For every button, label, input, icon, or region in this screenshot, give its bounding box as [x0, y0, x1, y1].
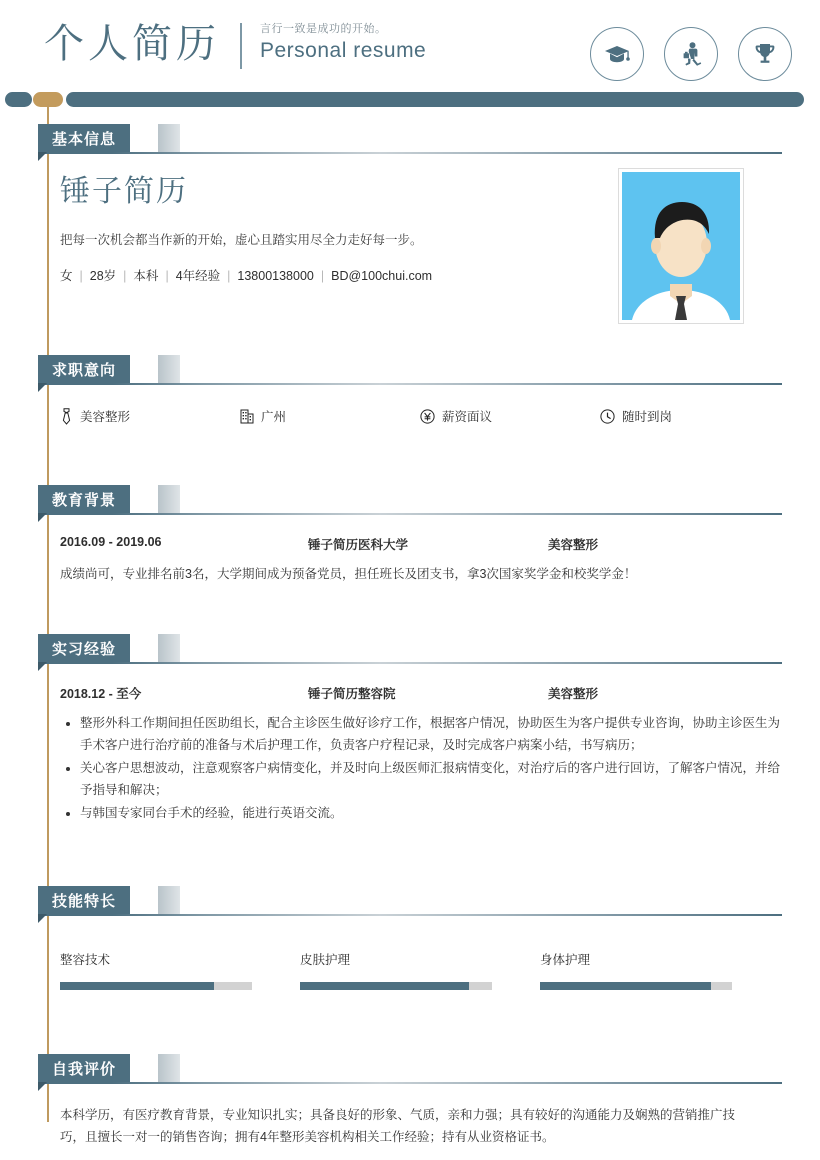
- top-bar-segment-left: [5, 92, 32, 107]
- education-description: 成绩尚可，专业排名前3名，大学期间成为预备党员，担任班长及团支书，拿3次国家奖学金和校奖学金！: [60, 567, 637, 581]
- section-header-education: [38, 485, 820, 519]
- section-header-internship: [38, 634, 820, 668]
- section-tab-notch: [38, 383, 47, 392]
- section-education: [0, 485, 820, 585]
- building-icon: [240, 408, 254, 424]
- intent-city-value: 广州: [261, 410, 287, 424]
- meta-age: 28岁: [89, 269, 117, 283]
- internship-company: 锤子简历整容院: [308, 687, 396, 701]
- intent-salary-value: 薪资面议: [442, 410, 493, 424]
- section-rule: [38, 152, 782, 154]
- intent-item-city: [240, 407, 420, 425]
- section-tab-extension: [158, 124, 180, 152]
- clock-icon: [600, 409, 615, 424]
- page-header: [0, 0, 820, 95]
- header-icon-group: [590, 27, 792, 81]
- section-header-job-intention: [38, 355, 820, 389]
- section-title-skills: 技能特长: [38, 886, 130, 914]
- candidate-motto: 把每一次机会都当作新的开始，虚心且踏实用尽全力走好每一步。: [60, 233, 423, 247]
- header-title-block: [44, 20, 426, 69]
- skill-progress-track: [60, 982, 252, 990]
- walking-businessman-icon: [664, 27, 718, 81]
- intent-position-value: 美容整形: [80, 410, 131, 424]
- meta-separator: |: [320, 269, 325, 283]
- meta-phone: 13800138000: [237, 269, 314, 283]
- trophy-icon: [738, 27, 792, 81]
- skill-label: 整容技术: [60, 953, 111, 967]
- graduation-cap-icon: [590, 27, 644, 81]
- section-title-internship: 实习经验: [38, 634, 130, 662]
- section-header-self-evaluation: [38, 1054, 820, 1088]
- section-rule: [38, 513, 782, 515]
- education-date: 2016.09 - 2019.06: [60, 535, 162, 549]
- section-header-basic-info: [38, 124, 820, 158]
- candidate-meta-list: [60, 266, 618, 286]
- meta-experience: 4年经验: [175, 269, 221, 283]
- section-tab-notch: [38, 1082, 47, 1091]
- list-item: • 关心客户思想波动，注意观察客户病情变化，并及时向上级医师汇报病情变化，对治疗后的客户进行回访，了解客户情况，并给予指导和解决；: [80, 757, 780, 801]
- section-rule: [38, 1082, 782, 1084]
- section-body-basic-info: [48, 158, 820, 324]
- meta-gender: 女: [60, 269, 73, 283]
- section-body-education: [48, 519, 820, 585]
- skill-progress-track: [300, 982, 492, 990]
- skill-item: [60, 950, 300, 990]
- tie-icon: [60, 408, 73, 425]
- section-title-basic-info: 基本信息: [38, 124, 130, 152]
- section-body-skills: [48, 920, 820, 990]
- page-title: 个人简历: [44, 22, 220, 66]
- section-rule: [38, 662, 782, 664]
- internship-entry-header: [60, 668, 780, 702]
- section-tab-notch: [38, 662, 47, 671]
- meta-separator: |: [165, 269, 169, 283]
- header-slogan: 言行一致是成功的开始。: [260, 23, 387, 35]
- avatar-image: [622, 172, 740, 320]
- meta-separator: |: [123, 269, 127, 283]
- list-item: • 整形外科工作期间担任医助组长，配合主诊医生做好诊疗工作，根据客户情况，协助医生为客户提供专业咨询，协助主诊医生为手术客户进行治疗前的准备与术后护理工作，负责客户疗程记录，及时完成客户病案小结，书写病历；: [80, 712, 780, 756]
- section-tab-extension: [158, 634, 180, 662]
- section-job-intention: [0, 355, 820, 425]
- skill-progress-fill: [60, 982, 214, 990]
- candidate-name: 锤子简历: [60, 175, 188, 208]
- decorative-top-bar: [0, 92, 820, 108]
- section-tab-notch: [38, 914, 47, 923]
- section-title-self-evaluation: 自我评价: [38, 1054, 130, 1082]
- skill-progress-fill: [540, 982, 711, 990]
- section-title-job-intention: 求职意向: [38, 355, 130, 383]
- skill-progress-fill: [300, 982, 469, 990]
- section-body-job-intention: [48, 389, 820, 425]
- section-title-education: 教育背景: [38, 485, 130, 513]
- education-school: 锤子简历医科大学: [308, 538, 409, 552]
- section-tab-extension: [158, 886, 180, 914]
- section-tab-extension: [158, 355, 180, 383]
- internship-role: 美容整形: [548, 687, 599, 701]
- skill-label: 皮肤护理: [300, 953, 351, 967]
- section-tab-notch: [38, 513, 47, 522]
- intent-availability-value: 随时到岗: [622, 410, 673, 424]
- skill-item: [300, 950, 540, 990]
- section-body-internship: [48, 668, 820, 824]
- section-self-evaluation: [0, 1054, 820, 1148]
- skill-label: 身体护理: [540, 953, 591, 967]
- header-divider: [240, 23, 242, 69]
- skill-progress-track: [540, 982, 732, 990]
- education-entry-header: [60, 519, 780, 553]
- internship-bullet-list: [60, 712, 780, 824]
- header-subtitle-block: [260, 20, 426, 65]
- top-bar-segment-main: [66, 92, 804, 107]
- internship-date: 2018.12 - 至今: [60, 687, 142, 701]
- section-tab-extension: [158, 485, 180, 513]
- intent-item-position: [60, 407, 240, 425]
- section-tab-notch: [38, 152, 47, 161]
- section-tab-extension: [158, 1054, 180, 1082]
- section-rule: [38, 914, 782, 916]
- meta-degree: 本科: [133, 269, 159, 283]
- avatar: [618, 168, 744, 324]
- header-title-en: Personal resume: [260, 39, 427, 62]
- skill-item: [540, 950, 780, 990]
- section-basic-info: [0, 124, 820, 324]
- section-internship: [0, 634, 820, 825]
- section-skills: [0, 886, 820, 990]
- section-rule: [38, 383, 782, 385]
- list-item: • 与韩国专家同台手术的经验，能进行英语交流。: [80, 802, 780, 824]
- meta-separator: |: [79, 269, 83, 283]
- section-header-skills: [38, 886, 820, 920]
- education-major: 美容整形: [548, 538, 599, 552]
- intent-item-availability: [600, 407, 780, 425]
- self-evaluation-text: 本科学历，有医疗教育背景，专业知识扎实；具备良好的形象、气质，亲和力强；具有较好的沟通能力及娴熟的营销推广技巧，且擅长一对一的销售咨询；拥有4年整形美容机构相关工作经验；持有从业资格证书。: [60, 1108, 736, 1144]
- meta-email: BD@100chui.com: [331, 269, 433, 283]
- section-body-self-evaluation: [48, 1088, 820, 1148]
- intent-item-salary: [420, 407, 600, 425]
- yen-circle-icon: [420, 409, 435, 424]
- meta-separator: |: [227, 269, 231, 283]
